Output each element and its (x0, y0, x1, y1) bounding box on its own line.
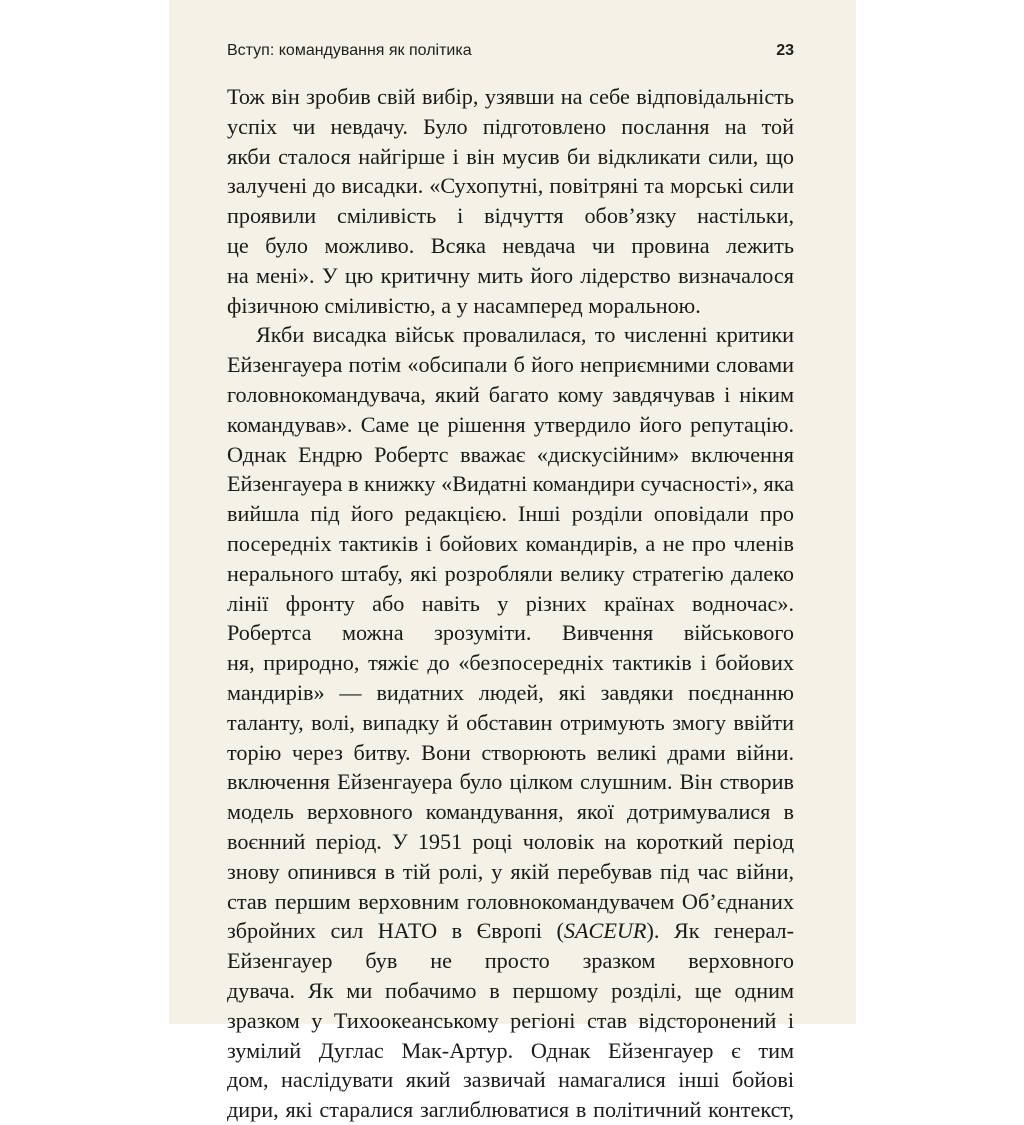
text-line: Ейзенгауера потім «обсипали б його неприємними словами (227, 352, 794, 378)
text-line: залучені до висадки. «Сухопутні, повітряні та морські сили (227, 173, 794, 199)
text-line: Ейзенгауера в книжку «Видатні командири сучасності», яка (227, 471, 794, 497)
text-line: Ейзенгауер був не просто зразком верховного (227, 948, 794, 974)
page-number: 23 (776, 42, 794, 59)
running-head (227, 42, 794, 60)
text-line: посередніх тактиків і бойових командирів, а не про членів (227, 530, 794, 556)
text-line: головнокомандувача, який багато кому завдячував і ніким (227, 381, 794, 407)
text-line: таланту, волі, випадку й обставин отримують змогу ввійти (227, 709, 794, 735)
text-line: Якби висадка військ провалилася, то численні критики (256, 322, 794, 348)
text-line: це було можливо. Всяка невдача чи провина лежить (227, 232, 794, 258)
text-line: Однак Ендрю Робертс вважає «дискусійним» включення (227, 441, 794, 467)
text-line: вийшла під його редакцією. Інші розділи оповідали про (227, 501, 794, 527)
italic-abbreviation: SACEUR (563, 918, 647, 944)
text-line: зумілий Дуглас Мак-Артур. Однак Ейзенгауер є тим (227, 1037, 794, 1063)
text-line: нерального штабу, які розробляли велику стратегію далеко (227, 560, 794, 586)
text-line: збройних сил НАТО в Європі (SACEUR). Як генерал- (227, 918, 794, 944)
text-line: дири, які старалися заглиблюватися в політичний контекст, (227, 1097, 794, 1123)
text-line: Робертса можна зрозуміти. Вивчення військового (227, 620, 794, 646)
text-line: знову опинився в тій ролі, у якій перебував під час війни, (227, 858, 794, 884)
text-line: модель верховного командування, якої дотримувалися в (227, 799, 794, 825)
text-line: фізичною сміливістю, а у насамперед моральною. (227, 292, 701, 318)
text-line: ня, природно, тяжіє до «безпосередніх тактиків і бойових (227, 650, 794, 676)
text-line: дувача. Як ми побачимо в першому розділі, ще одним (227, 977, 794, 1003)
text-line: торію через битву. Вони створюють великі драми війни. (227, 739, 794, 765)
text-line: лінії фронту або навіть у різних країнах водночас». (227, 590, 794, 616)
text-line: якби сталося найгірше і він мусив би відкликати сили, що (227, 143, 794, 169)
text-line: воєнний період. У 1951 році чоловік на короткий період (227, 828, 794, 854)
text-line: проявили сміливість і відчуття обов’язку настільки, (227, 203, 794, 229)
running-title: Вступ: командування як політика (227, 42, 472, 59)
text-line: включення Ейзенгауера було цілком слушним. Він створив (227, 769, 794, 795)
body-text (227, 82, 794, 1125)
text-line: на мені». У цю критичну мить його лідерство визначалося (227, 262, 794, 288)
book-page (169, 0, 856, 1123)
text-line: зразком у Тихоокеанському регіоні став відсторонений і (227, 1007, 794, 1033)
text-line: став першим верховним головнокомандувачем Об’єднаних (227, 888, 794, 914)
text-line: мандирів» — видатних людей, які завдяки поєднанню (227, 679, 794, 705)
text-line: дом, наслідувати який зазвичай намагалися інші бойові (227, 1067, 794, 1093)
text-line: Тож він зробив свій вибір, узявши на себе відповідальність (227, 84, 794, 109)
text-line: успіх чи невдачу. Було підготовлено послання на той (227, 113, 794, 139)
text-line: командував». Саме це рішення утвердило його репутацію. (227, 411, 794, 437)
